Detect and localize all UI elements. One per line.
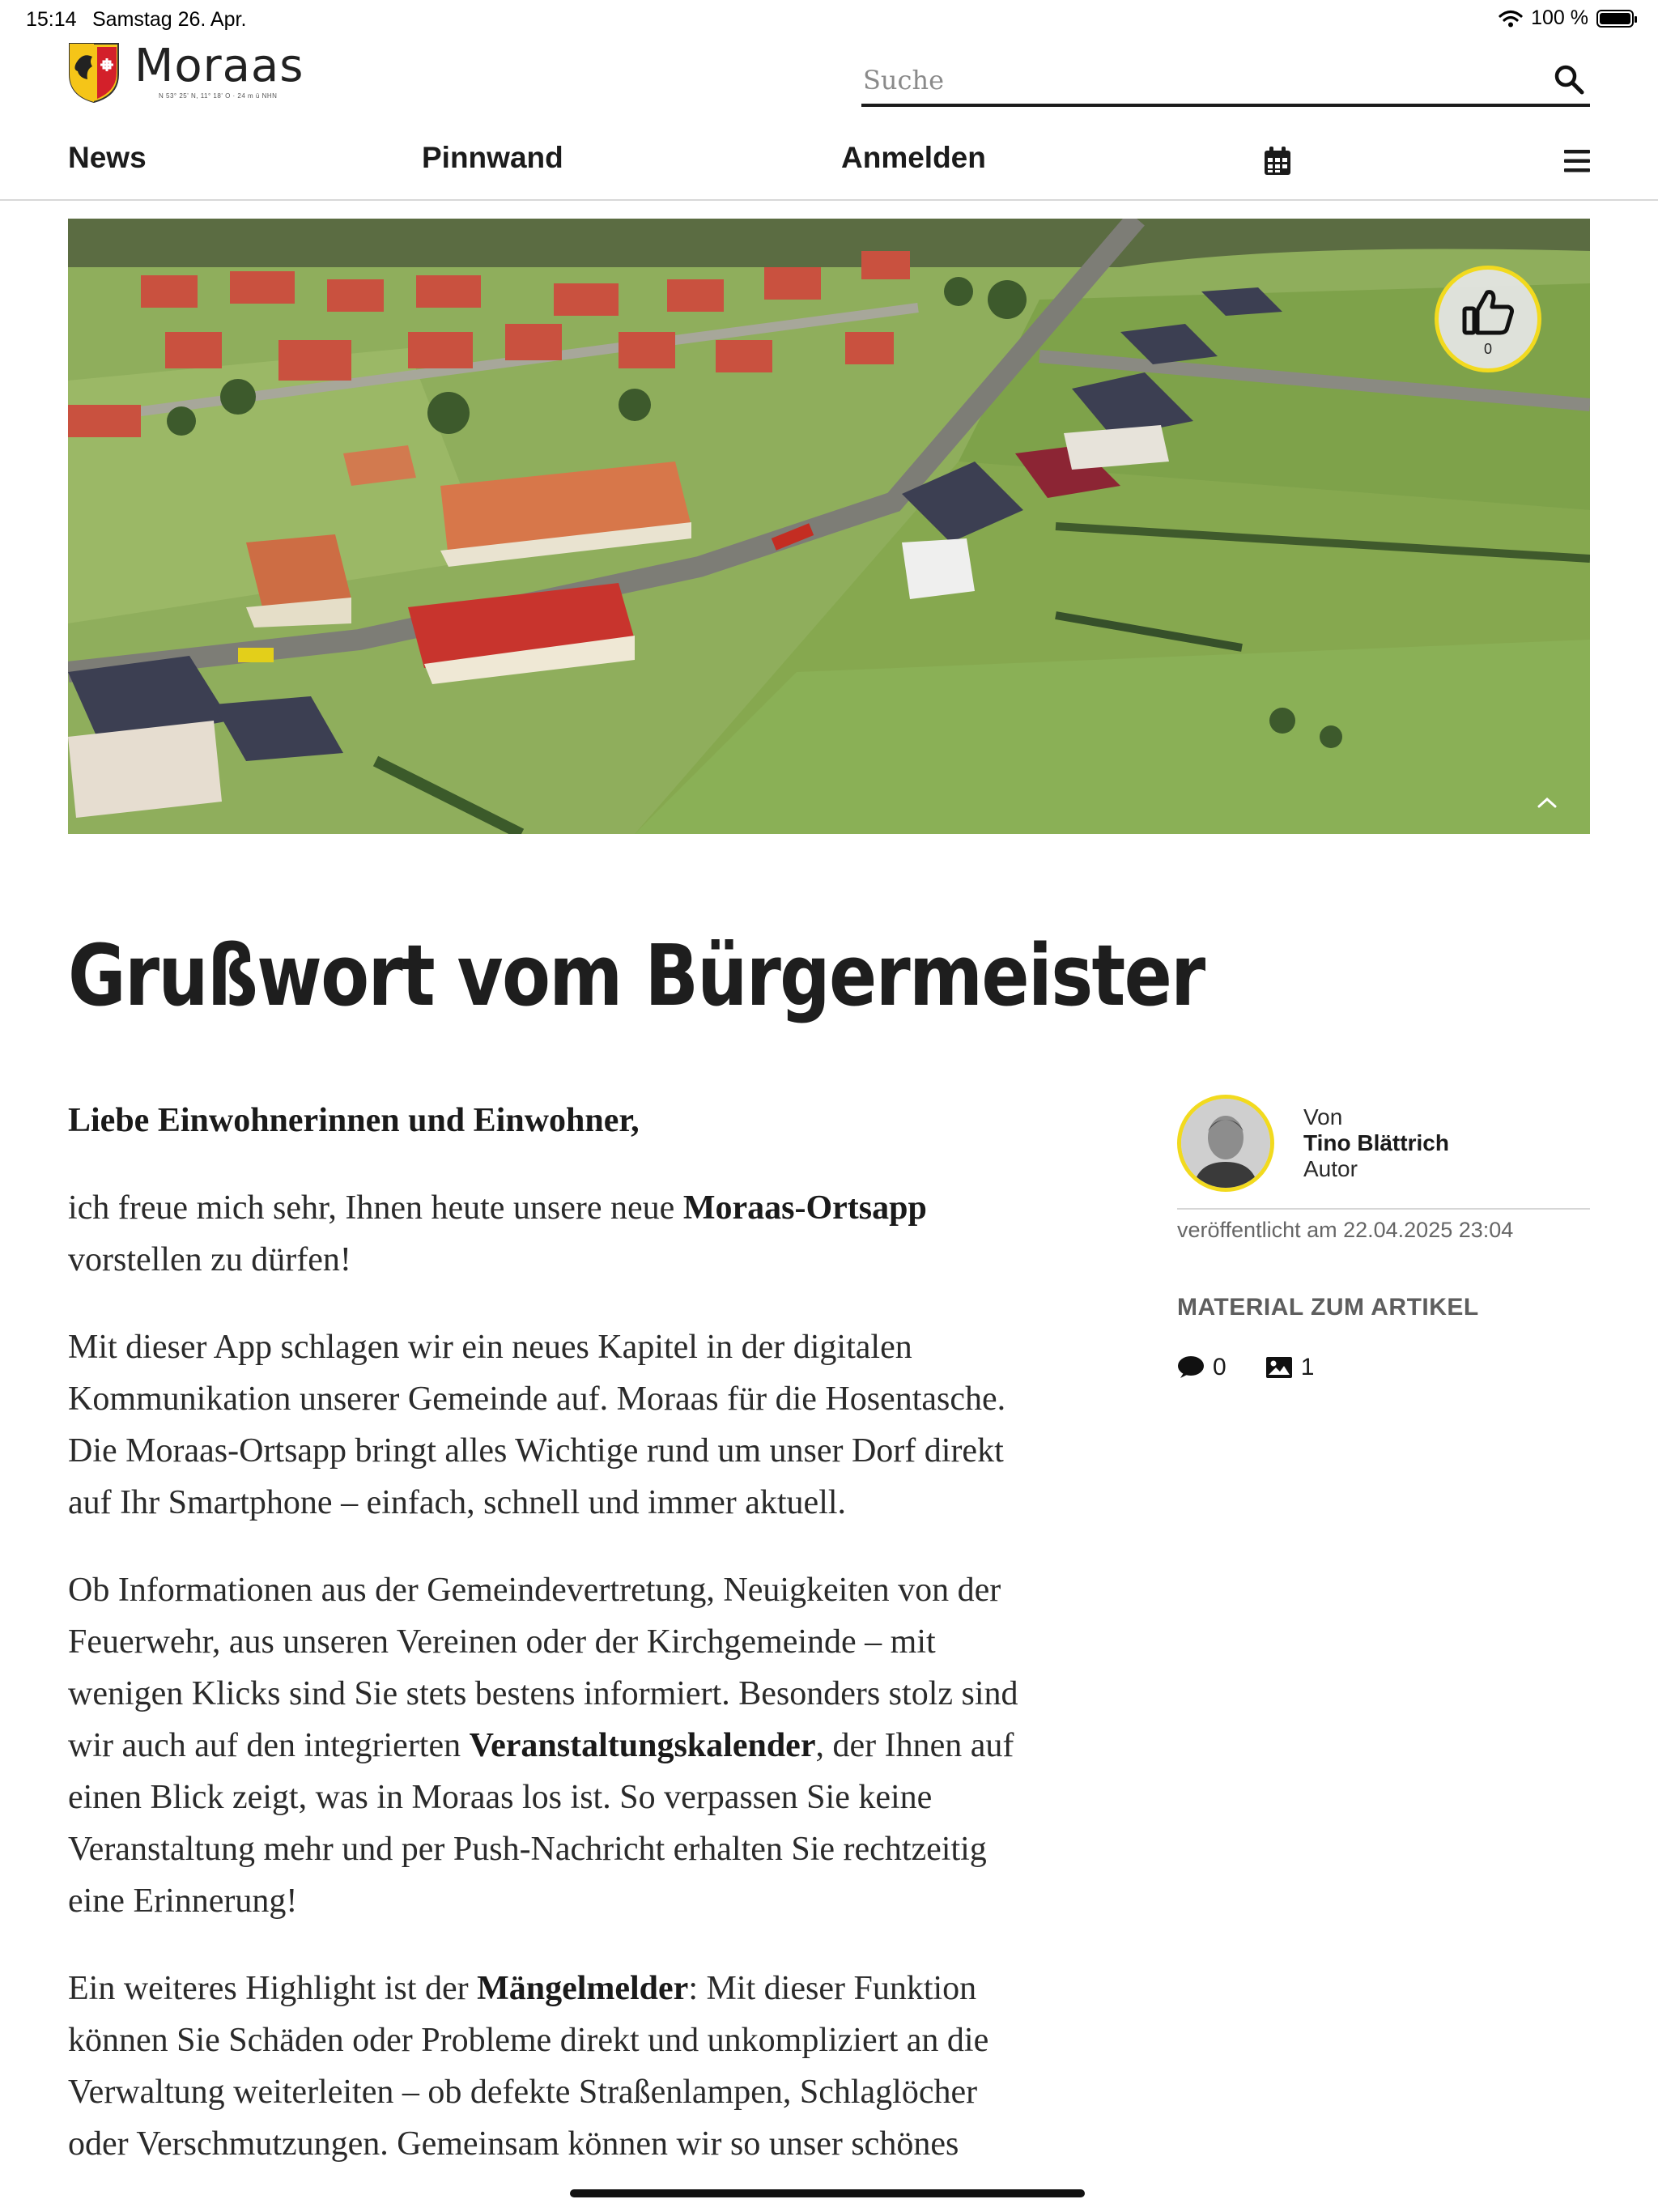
status-bar — [0, 0, 1658, 39]
author-avatar[interactable] — [1177, 1095, 1274, 1192]
article-title: Grußwort vom Bürgermeister — [68, 926, 1205, 1025]
aerial-village-photo — [68, 219, 1590, 834]
like-count: 0 — [1483, 341, 1492, 357]
images-stat[interactable] — [1265, 1354, 1315, 1381]
article-paragraph-2: Mit dieser App schlagen wir ein neues Kapitel in der digitalen Kommunikation unserer Gemeinde auf. Moraas für die Hosentasche. Die Moraas-Ortsapp bringt alles Wichtige rund um unser Dorf direkt auf Ihr Smartphone – einfach, schnell und immer aktuell. — [68, 1329, 1006, 1521]
brand — [134, 42, 304, 100]
thumbs-up-icon — [1461, 287, 1516, 336]
author-portrait-icon — [1181, 1099, 1270, 1188]
p1-bold: Moraas-Ortsapp — [682, 1189, 927, 1227]
p3-text-a: Ob Informationen aus der Gemeindevertretung, Neuigkeiten von der Feuerwehr, aus unseren Vereinen oder der Kirchgemeinde – mit wenigen Klicks sind Sie stets bestens informiert. Besonders stolz sind wir auch auf den integrierten — [68, 1572, 1018, 1764]
article-greeting — [68, 1095, 1039, 1146]
home-indicator[interactable] — [570, 2189, 1085, 2197]
chevron-up-icon[interactable] — [1535, 795, 1559, 810]
calendar-icon[interactable] — [1263, 146, 1292, 177]
article-paragraph-1 — [68, 1182, 1039, 1286]
material-stats — [1177, 1354, 1353, 1381]
author-role: Autor — [1303, 1156, 1358, 1181]
comment-icon — [1177, 1355, 1205, 1380]
like-button[interactable] — [1435, 266, 1541, 372]
comments-count: 0 — [1213, 1354, 1226, 1380]
brand-coordinates: N 53° 25' N, 11° 18' O · 24 m ü NHN — [159, 92, 278, 100]
greeting-text: Liebe Einwohnerinnen und Einwohner, — [68, 1102, 640, 1139]
battery-percent: 100 % — [1531, 6, 1588, 29]
p1-text-a: ich freue mich sehr, Ihnen heute unsere neue — [68, 1189, 683, 1227]
site-logo[interactable] — [68, 42, 304, 104]
article-paragraph-4 — [68, 1963, 1039, 2170]
material-heading: MATERIAL ZUM ARTIKEL — [1177, 1294, 1479, 1321]
hamburger-menu-icon[interactable] — [1564, 149, 1590, 173]
coat-of-arms-icon — [68, 42, 120, 104]
nav-pinnwand[interactable]: Pinnwand — [422, 141, 563, 174]
p4-bold: Mängelmelder — [477, 1970, 689, 2007]
search-icon[interactable] — [1553, 63, 1585, 96]
p3-bold: Veranstaltungskalender — [469, 1727, 816, 1764]
article-paragraph-3 — [68, 1564, 1039, 1927]
main-nav — [0, 130, 1658, 201]
nav-news[interactable]: News — [68, 141, 147, 174]
status-time: 15:14 — [26, 8, 77, 31]
published-date: veröffentlicht am 22.04.2025 23:04 — [1177, 1218, 1514, 1242]
article-body — [68, 1095, 1039, 2206]
p3-text-c: , der Ihnen auf einen Blick zeigt, was in Moraas los ist. So verpassen Sie keine Veranstaltung mehr und per Push-Nachricht erhalten Sie rechtzeitig eine Erinnerung! — [68, 1727, 1014, 1920]
images-count: 1 — [1300, 1354, 1315, 1380]
battery-icon — [1596, 10, 1634, 28]
author-prefix: Von — [1303, 1104, 1343, 1129]
wifi-icon — [1499, 10, 1523, 28]
search-input[interactable] — [863, 60, 1527, 100]
status-right — [1499, 6, 1634, 30]
p1-text-c: vorstellen zu dürfen! — [68, 1241, 351, 1278]
brand-name: Moraas — [134, 40, 304, 92]
status-date: Samstag 26. Apr. — [92, 8, 247, 31]
search-bar — [861, 58, 1590, 107]
p4-text-c: : Mit dieser Funktion können Sie Schäden oder Probleme direkt und unkompliziert an die Verwaltung weiterleiten – ob defekte Straßenlampen, Schlaglöcher oder Verschmutzungen. Gemeinsam können wir so unser schönes — [68, 1970, 989, 2163]
author-divider — [1177, 1208, 1590, 1210]
p4-text-a: Ein weiteres Highlight ist der — [68, 1970, 478, 2007]
nav-anmelden[interactable]: Anmelden — [841, 141, 986, 174]
comments-stat[interactable] — [1177, 1354, 1226, 1381]
image-icon — [1265, 1356, 1293, 1379]
hero-image — [68, 219, 1590, 834]
author-name[interactable]: Tino Blättrich — [1303, 1130, 1449, 1155]
